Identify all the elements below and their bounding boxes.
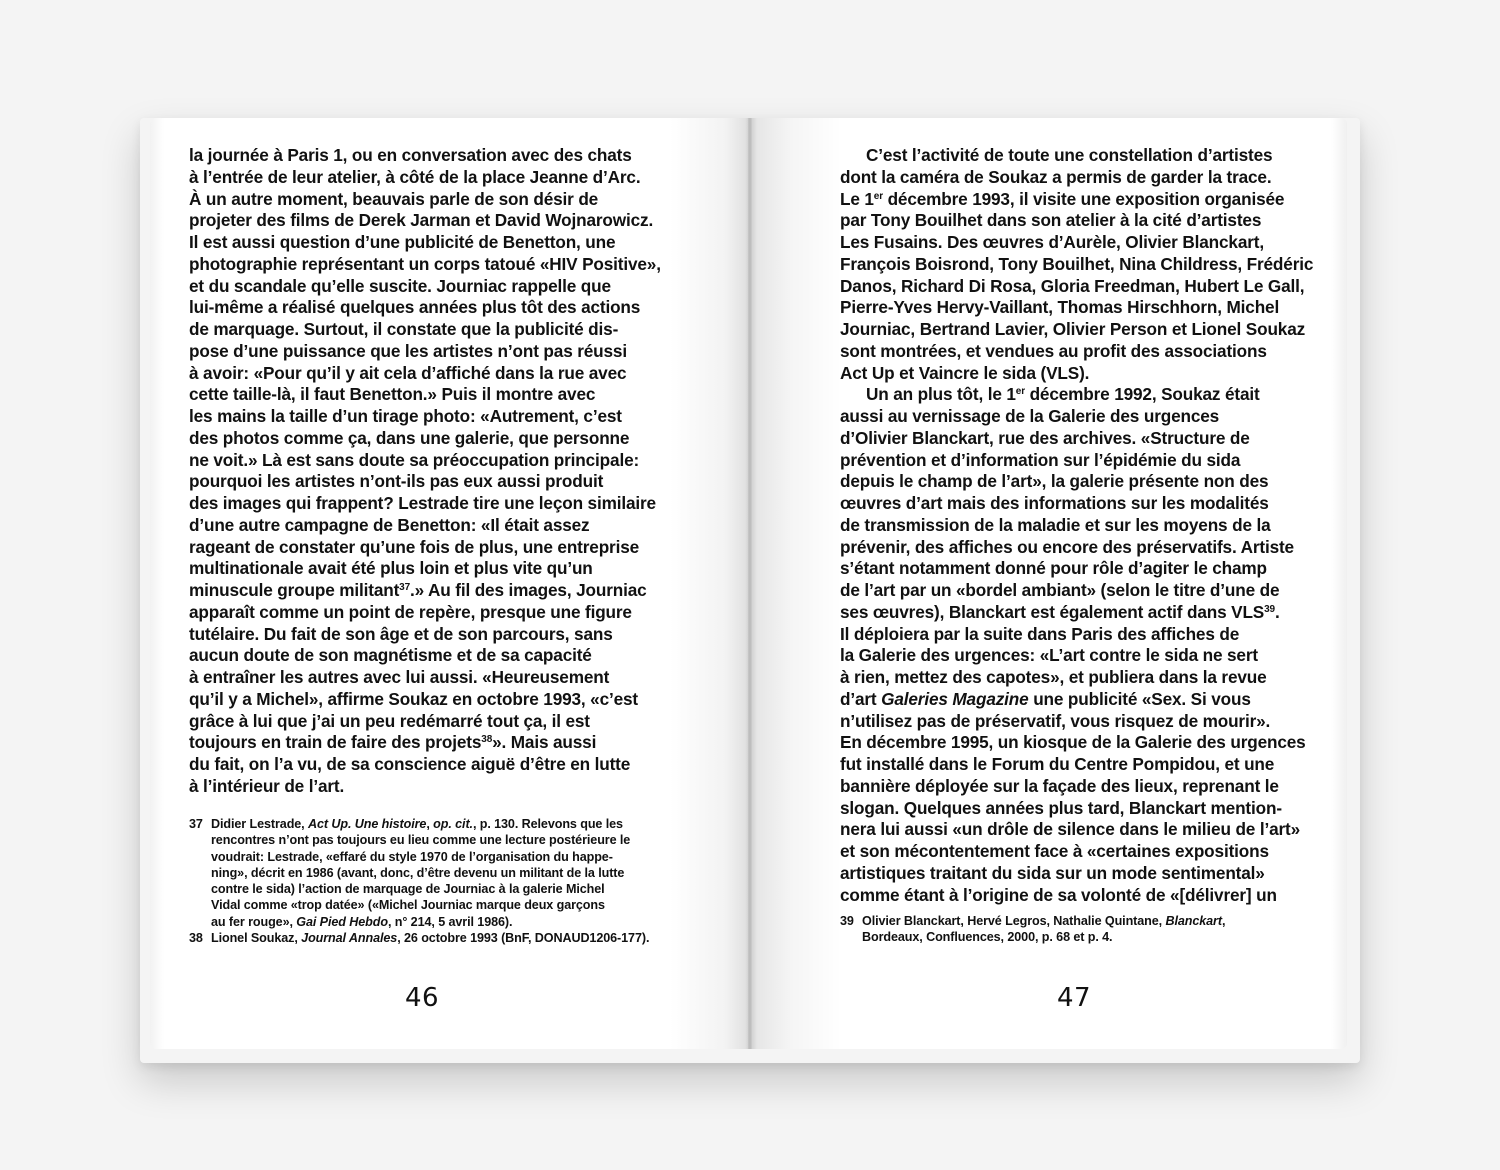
footnote-ref-38[interactable]: 38 bbox=[481, 734, 493, 746]
text-line: grâce à lui que j’ai un peu redémarré tout ça, il est bbox=[189, 710, 590, 731]
text-line: prévention et d’information sur l’épidémie du sida bbox=[840, 449, 1241, 470]
text-segment: toujours en train de faire des projets bbox=[189, 732, 482, 753]
text-segment: une publicité «Sex. Si vous bbox=[1028, 688, 1251, 709]
right-page-body bbox=[840, 145, 1315, 906]
text-line: Il est aussi question d’une publicité de Benetton, une bbox=[189, 232, 616, 252]
text-line: s’étant notamment donné pour rôle d’agiter le champ bbox=[840, 558, 1267, 579]
page-number-left: 46 bbox=[405, 983, 440, 1013]
text-line: à l’intérieur de l’art. bbox=[189, 775, 345, 796]
text-line: qu’il y a Michel», affirme Soukaz en octobre 1993, «c’est bbox=[189, 688, 639, 709]
text-line: photographie représentant un corps tatoué «HIV Positive», bbox=[189, 253, 661, 274]
text-line: à avoir: «Pour qu’il y ait cela d’affiché dans la rue avec bbox=[189, 362, 627, 383]
text-line: les mains la taille d’un tirage photo: «Autrement, c’est bbox=[189, 406, 622, 426]
footnote-title: Gai Pied Hebdo bbox=[296, 914, 388, 929]
left-page-body bbox=[189, 145, 669, 798]
text-line: Il déploiera par la suite dans Paris des affiches de bbox=[840, 623, 1240, 644]
text-line bbox=[189, 580, 669, 602]
text-line: et son mécontentement face à «certaines expositions bbox=[840, 841, 1269, 861]
footnote-text: , bbox=[1221, 914, 1226, 928]
text-line: de l’art par un «bordel ambiant» (selon le titre d’une de bbox=[840, 580, 1280, 600]
text-line: du fait, on l’a vu, de sa conscience aiguë d’être en lutte bbox=[189, 754, 631, 774]
footnote-number: 38 bbox=[189, 931, 203, 946]
text-line: œuvres d’art mais des informations sur les modalités bbox=[840, 493, 1269, 513]
text-segment: .» Au fil des images, Journiac bbox=[410, 580, 647, 600]
text-line: Les Fusains. Des œuvres d’Aurèle, Olivier Blanckart, bbox=[840, 232, 1264, 252]
page-number-right: 47 bbox=[1057, 983, 1092, 1013]
text-line: la journée à Paris 1, ou en conversation avec des chats bbox=[189, 145, 632, 165]
footnote-38 bbox=[189, 930, 669, 946]
text-line: slogan. Quelques années plus tard, Blanckart mention- bbox=[840, 797, 1282, 818]
text-segment: ses œuvres), Blanckart est également actif dans VLS bbox=[840, 601, 1265, 622]
footnote-text: , p. 130. Relevons que les bbox=[472, 817, 623, 831]
text-line: des photos comme ça, dans une galerie, que personne bbox=[189, 427, 630, 448]
text-line: Danos, Richard Di Rosa, Gloria Freedman, Hubert Le Gall, bbox=[840, 275, 1305, 296]
text-segment: décembre 1993, il visite une exposition organisée bbox=[882, 188, 1285, 209]
text-line: dont la caméra de Soukaz a permis de garder la trace. bbox=[840, 166, 1272, 187]
text-segment: décembre 1992, Soukaz était bbox=[1024, 384, 1260, 405]
superscript: er bbox=[1015, 386, 1025, 398]
text-line: lui-même a réalisé quelques années plus tôt des actions bbox=[189, 297, 641, 318]
footnote-text: , n° 214, 5 avril 1986). bbox=[387, 914, 513, 929]
footnote-text: Vidal comme «trop datée» («Michel Journiac marque deux garçons bbox=[211, 898, 605, 913]
footnote-text: Olivier Blanckart, Hervé Legros, Nathalie Quintane, bbox=[862, 914, 1166, 928]
footnote-39 bbox=[840, 913, 1315, 946]
text-line: la Galerie des urgences: «L’art contre le sida ne sert bbox=[840, 645, 1258, 666]
footnote-text: Lionel Soukaz, bbox=[211, 931, 302, 946]
text-line: nera lui aussi «un drôle de silence dans le milieu de l’art» bbox=[840, 819, 1301, 840]
text-line bbox=[840, 189, 1315, 211]
footnote-text: , 26 octobre 1993 (BnF, DONAUD1206-177). bbox=[397, 931, 650, 946]
text-line: multinationale avait été plus loin et plus vite qu’un bbox=[189, 558, 593, 579]
footnote-text: ning», décrit en 1986 (avant, donc, d’être devenu un militant de la lutte bbox=[211, 865, 625, 880]
footnote-title: Journal Annales bbox=[301, 931, 398, 946]
text-line: à rien, mettez des capotes», et publiera dans la revue bbox=[840, 667, 1267, 687]
text-line: prévenir, des affiches ou encore des préservatifs. Artiste bbox=[840, 536, 1294, 557]
text-line: comme étant à l’origine de sa volonté de «[délivrer] un bbox=[840, 884, 1277, 905]
text-line: d’une autre campagne de Benetton: «Il était assez bbox=[189, 514, 590, 535]
text-line bbox=[189, 732, 669, 754]
superscript: er bbox=[873, 190, 883, 202]
text-line: à entraîner les autres avec lui aussi. «Heureusement bbox=[189, 667, 610, 687]
footnote-text: voudrait: Lestrade, «effaré du style 1970 de l’organisation du happe- bbox=[211, 849, 613, 864]
footnote-text: Didier Lestrade, bbox=[211, 817, 308, 831]
book-gutter bbox=[748, 118, 752, 1049]
text-line: tutélaire. Du fait de son âge et de son parcours, sans bbox=[189, 623, 613, 644]
right-footnotes bbox=[840, 913, 1315, 946]
text-line bbox=[840, 602, 1315, 624]
text-line: de transmission de la maladie et sur les moyens de la bbox=[840, 514, 1271, 535]
footnote-title: Act Up. Une histoire bbox=[307, 817, 427, 831]
text-line: aucun doute de son magnétisme et de sa capacité bbox=[189, 645, 592, 666]
text-line: apparaît comme un point de repère, presque une figure bbox=[189, 601, 632, 622]
text-line: à l’entrée de leur atelier, à côté de la place Jeanne d’Arc. bbox=[189, 166, 641, 187]
text-line: pourquoi les artistes n’ont-ils pas eux aussi produit bbox=[189, 471, 604, 492]
footnote-text: rencontres n’ont pas toujours eu lieu comme une lecture postérieure le bbox=[211, 833, 631, 848]
text-line: C’est l’activité de toute une constellation d’artistes bbox=[866, 145, 1273, 165]
text-segment: d’art bbox=[840, 688, 882, 709]
text-line: rageant de constater qu’une fois de plus, une entreprise bbox=[189, 536, 640, 557]
text-segment: minuscule groupe militant bbox=[189, 580, 400, 600]
footnote-37 bbox=[189, 816, 669, 930]
footnote-number: 37 bbox=[189, 817, 203, 831]
text-line: aussi au vernissage de la Galerie des urgences bbox=[840, 406, 1220, 426]
text-line: En décembre 1995, un kiosque de la Galerie des urgences bbox=[840, 732, 1306, 753]
footnote-text: op. cit. bbox=[433, 817, 473, 831]
text-segment: . bbox=[1274, 601, 1280, 622]
text-line: et du scandale qu’elle suscite. Journiac rappelle que bbox=[189, 275, 611, 296]
text-line bbox=[840, 384, 1315, 406]
text-line: ne voit.» Là est sans doute sa préoccupation principale: bbox=[189, 449, 640, 470]
footnote-number: 39 bbox=[840, 914, 854, 928]
text-line: n’utilisez pas de préservatif, vous risquez de mourir». bbox=[840, 710, 1271, 731]
text-line: Journiac, Bertrand Lavier, Olivier Person et Lionel Soukaz bbox=[840, 319, 1306, 339]
text-line: À un autre moment, beauvais parle de son désir de bbox=[189, 188, 599, 209]
magazine-title: Galeries Magazine bbox=[881, 688, 1029, 709]
text-line: projeter des films de Derek Jarman et David Wojnarowicz. bbox=[189, 210, 654, 231]
footnote-ref-39[interactable]: 39 bbox=[1264, 603, 1275, 615]
footnote-ref-37[interactable]: 37 bbox=[399, 582, 410, 593]
text-line: sont montrées, et vendues au profit des associations bbox=[840, 340, 1267, 361]
text-line: de marquage. Surtout, il constate que la publicité dis- bbox=[189, 319, 619, 339]
text-line: cette taille-là, il faut Benetton.» Puis il montre avec bbox=[189, 384, 596, 405]
footnote-text: au fer rouge», bbox=[211, 914, 297, 929]
text-line: bannière déployée sur la façade des lieux, reprenant le bbox=[840, 775, 1279, 796]
text-line: des images qui frappent? Lestrade tire une leçon similaire bbox=[189, 493, 656, 513]
text-line: fut installé dans le Forum du Centre Pompidou, et une bbox=[840, 754, 1275, 774]
footnote-text: , bbox=[426, 817, 434, 831]
text-line bbox=[840, 689, 1315, 711]
text-line: Pierre-Yves Hervy-Vaillant, Thomas Hirschhorn, Michel bbox=[840, 297, 1280, 318]
footnote-text: contre le sida) l’action de marquage de Journiac à la galerie Michel bbox=[211, 882, 605, 897]
text-segment: ». Mais aussi bbox=[492, 732, 597, 753]
text-line: d’Olivier Blanckart, rue des archives. «Structure de bbox=[840, 427, 1250, 448]
left-footnotes bbox=[189, 816, 669, 946]
footnote-text: Bordeaux, Confluences, 2000, p. 68 et p. 4. bbox=[862, 930, 1113, 945]
text-segment: Le 1 bbox=[840, 188, 874, 209]
text-line: par Tony Bouilhet dans son atelier à la cité d’artistes bbox=[840, 210, 1262, 231]
text-line: depuis le champ de l’art», la galerie présente non des bbox=[840, 471, 1269, 492]
text-line: Act Up et Vaincre le sida (VLS). bbox=[840, 362, 1090, 383]
text-line: pose d’une puissance que les artistes n’ont pas réussi bbox=[189, 340, 627, 361]
text-segment: Un an plus tôt, le 1 bbox=[866, 384, 1016, 405]
footnote-title: Blanckart bbox=[1165, 914, 1222, 928]
text-line: François Boisrond, Tony Bouilhet, Nina Childress, Frédéric bbox=[840, 253, 1314, 274]
text-line: artistiques traitant du sida sur un mode sentimental» bbox=[840, 862, 1265, 883]
